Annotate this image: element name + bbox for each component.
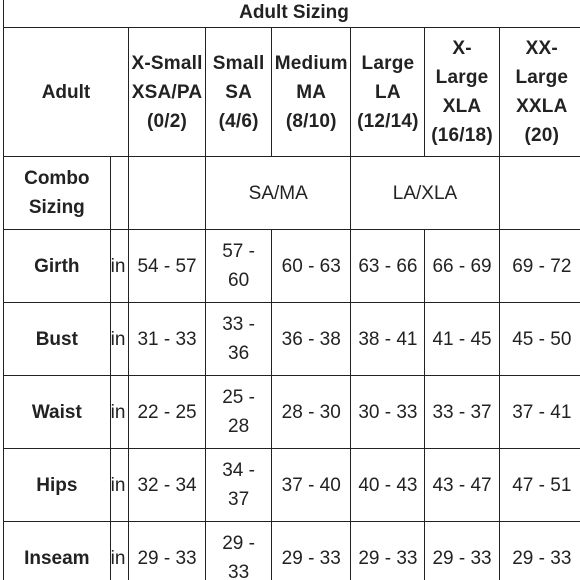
value-cell-small: 33 - 36 — [206, 303, 272, 376]
value-cell-small: 25 - 28 — [206, 376, 272, 449]
value-cell-small: 34 - 37 — [206, 449, 272, 522]
value-cell-xlarge: 43 - 47 — [425, 449, 499, 522]
size-header-xlarge: X- Large XLA (16/18) — [425, 28, 499, 157]
value-cell-xsmall: 31 - 33 — [128, 303, 205, 376]
value-cell-xxlarge: 45 - 50 — [499, 303, 580, 376]
row-label-waist: Waist — [4, 376, 111, 449]
value-cell-large: 29 - 33 — [351, 522, 425, 580]
value-cell-xlarge: 29 - 33 — [425, 522, 499, 580]
combo-sa-ma: SA/MA — [206, 157, 351, 230]
unit-label: in — [110, 230, 128, 303]
size-header-xsmall: X-Small XSA/PA (0/2) — [128, 28, 205, 157]
size-header-xxlarge: XX- Large XXLA (20) — [499, 28, 580, 157]
adult-sizing-table — [3, 0, 580, 580]
unit-label: in — [110, 522, 128, 580]
value-cell-xsmall: 29 - 33 — [128, 522, 205, 580]
unit-label: in — [110, 449, 128, 522]
value-cell-medium: 29 - 33 — [272, 522, 351, 580]
table-row — [4, 230, 580, 303]
combo-xsmall-empty — [128, 157, 205, 230]
combo-xxlarge-empty — [499, 157, 580, 230]
row-label-inseam: Inseam — [4, 522, 111, 580]
value-cell-medium: 37 - 40 — [272, 449, 351, 522]
value-cell-xlarge: 41 - 45 — [425, 303, 499, 376]
value-cell-medium: 36 - 38 — [272, 303, 351, 376]
row-label-girth: Girth — [4, 230, 111, 303]
value-cell-xxlarge: 29 - 33 — [499, 522, 580, 580]
table-row — [4, 522, 580, 580]
value-cell-small: 57 - 60 — [206, 230, 272, 303]
row-label-hips: Hips — [4, 449, 111, 522]
value-cell-large: 63 - 66 — [351, 230, 425, 303]
unit-label: in — [110, 303, 128, 376]
value-cell-xlarge: 66 - 69 — [425, 230, 499, 303]
size-header-small: Small SA (4/6) — [206, 28, 272, 157]
value-cell-medium: 28 - 30 — [272, 376, 351, 449]
value-cell-small: 29 - 33 — [206, 522, 272, 580]
combo-la-xla: LA/XLA — [351, 157, 499, 230]
value-cell-xsmall: 54 - 57 — [128, 230, 205, 303]
value-cell-xsmall: 32 - 34 — [128, 449, 205, 522]
combo-unit-empty — [110, 157, 128, 230]
value-cell-large: 38 - 41 — [351, 303, 425, 376]
value-cell-medium: 60 - 63 — [272, 230, 351, 303]
value-cell-xsmall: 22 - 25 — [128, 376, 205, 449]
table-title: Adult Sizing — [4, 0, 580, 28]
value-cell-xlarge: 33 - 37 — [425, 376, 499, 449]
value-cell-large: 30 - 33 — [351, 376, 425, 449]
value-cell-xxlarge: 37 - 41 — [499, 376, 580, 449]
value-cell-large: 40 - 43 — [351, 449, 425, 522]
unit-label: in — [110, 376, 128, 449]
row-label-bust: Bust — [4, 303, 111, 376]
table-row — [4, 303, 580, 376]
value-cell-xxlarge: 69 - 72 — [499, 230, 580, 303]
size-header-medium: Medium MA (8/10) — [272, 28, 351, 157]
value-cell-xxlarge: 47 - 51 — [499, 449, 580, 522]
table-row — [4, 449, 580, 522]
size-header-large: Large LA (12/14) — [351, 28, 425, 157]
table-row — [4, 376, 580, 449]
combo-sizing-label: Combo Sizing — [4, 157, 111, 230]
corner-label: Adult — [4, 28, 129, 157]
